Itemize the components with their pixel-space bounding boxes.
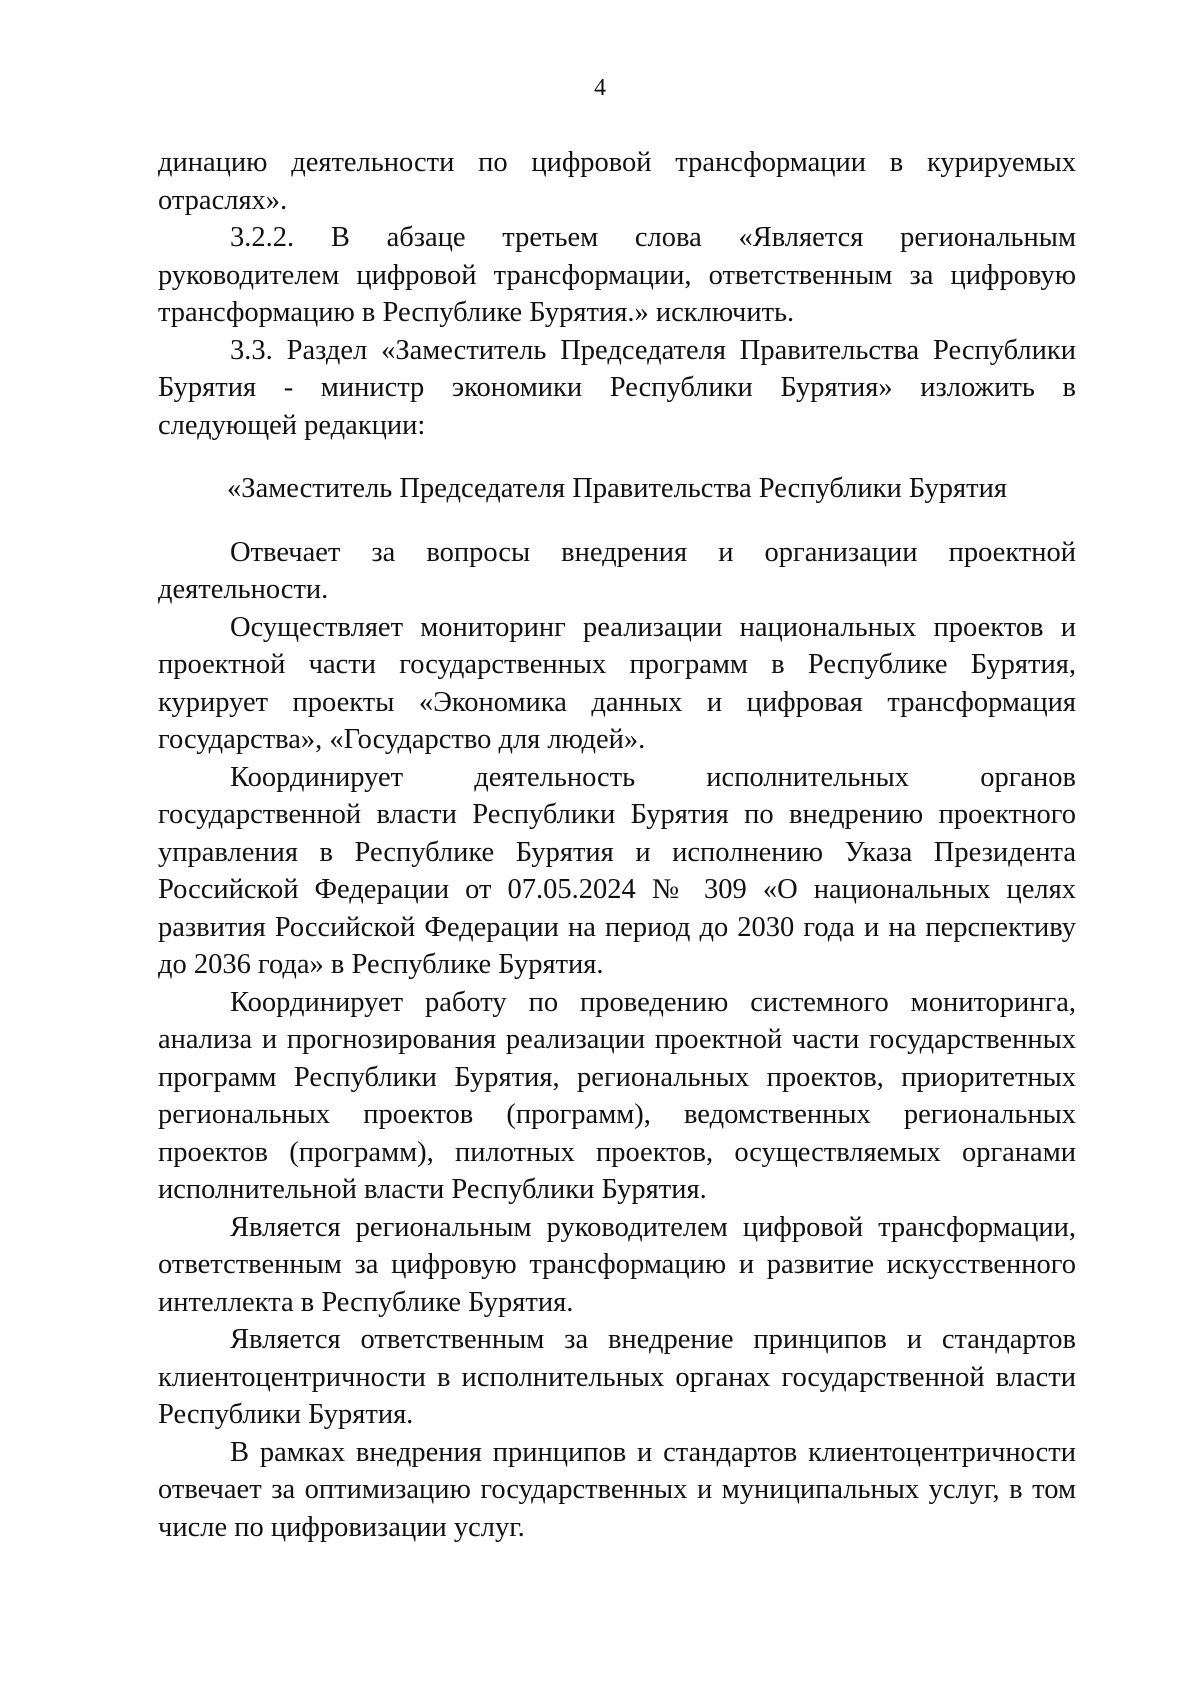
paragraph-body-5: Является региональным руководителем цифровой трансформации, ответственным за цифровую трансформацию и развитие искусственного интеллекта в Республике Бурятия. bbox=[158, 1211, 1076, 1318]
paragraph-body-7: В рамках внедрения принципов и стандартов клиентоцентричности отвечает за оптимизацию государственных и муниципальных услуг, в том числе по цифровизации услуг. bbox=[158, 1436, 1076, 1543]
paragraph-body-4: Координирует работу по проведению системного мониторинга, анализа и прогнозирования реализации проектной части государственных программ Республики Бурятия, региональных проектов, приоритетных региональных проектов (программ), ведомственных региональных проектов (программ), пилотных проектов, осуществляемых органами исполнительной власти Республики Бурятия. bbox=[158, 986, 1076, 1205]
page-number: 4 bbox=[594, 75, 606, 101]
paragraph-clause-3-3: 3.3. Раздел «Заместитель Председателя Правительства Республики Бурятия - министр экономики Республики Бурятия» изложить в следующей редакции: bbox=[158, 334, 1076, 441]
paragraph-body-3: Координирует деятельность исполнительных органов государственной власти Республики Бурятия по внедрению проектного управления в Республике Бурятия и исполнению Указа Президента Российской Федерации от 07.05.2024 № 309 «О национальных целях развития Российской Федерации на период до 2030 года и на перспективу до 2036 года» в Республике Бурятия. bbox=[158, 761, 1076, 980]
document-body bbox=[158, 144, 1076, 1546]
paragraph-body-6: Является ответственным за внедрение принципов и стандартов клиентоцентричности в исполнительных органах государственной власти Республики Бурятия. bbox=[158, 1324, 1076, 1430]
paragraph-body-2: Осуществляет мониторинг реализации национальных проектов и проектной части государственных программ в Республике Бурятия, курирует проекты «Экономика данных и цифровая трансформация государства», «Государство для людей». bbox=[158, 611, 1076, 755]
paragraph-continuation: динацию деятельности по цифровой трансформации в курируемых отраслях». bbox=[158, 147, 1076, 216]
paragraph-clause-3-2-2: 3.2.2. В абзаце третьем слова «Является региональным руководителем цифровой трансформации, ответственным за цифровую трансформацию в Республике Бурятия.» исключить. bbox=[158, 222, 1076, 328]
paragraph-body-1: Отвечает за вопросы внедрения и организации проектной деятельности. bbox=[158, 536, 1076, 605]
section-heading: «Заместитель Председателя Правительства Республики Бурятия bbox=[227, 473, 1007, 504]
